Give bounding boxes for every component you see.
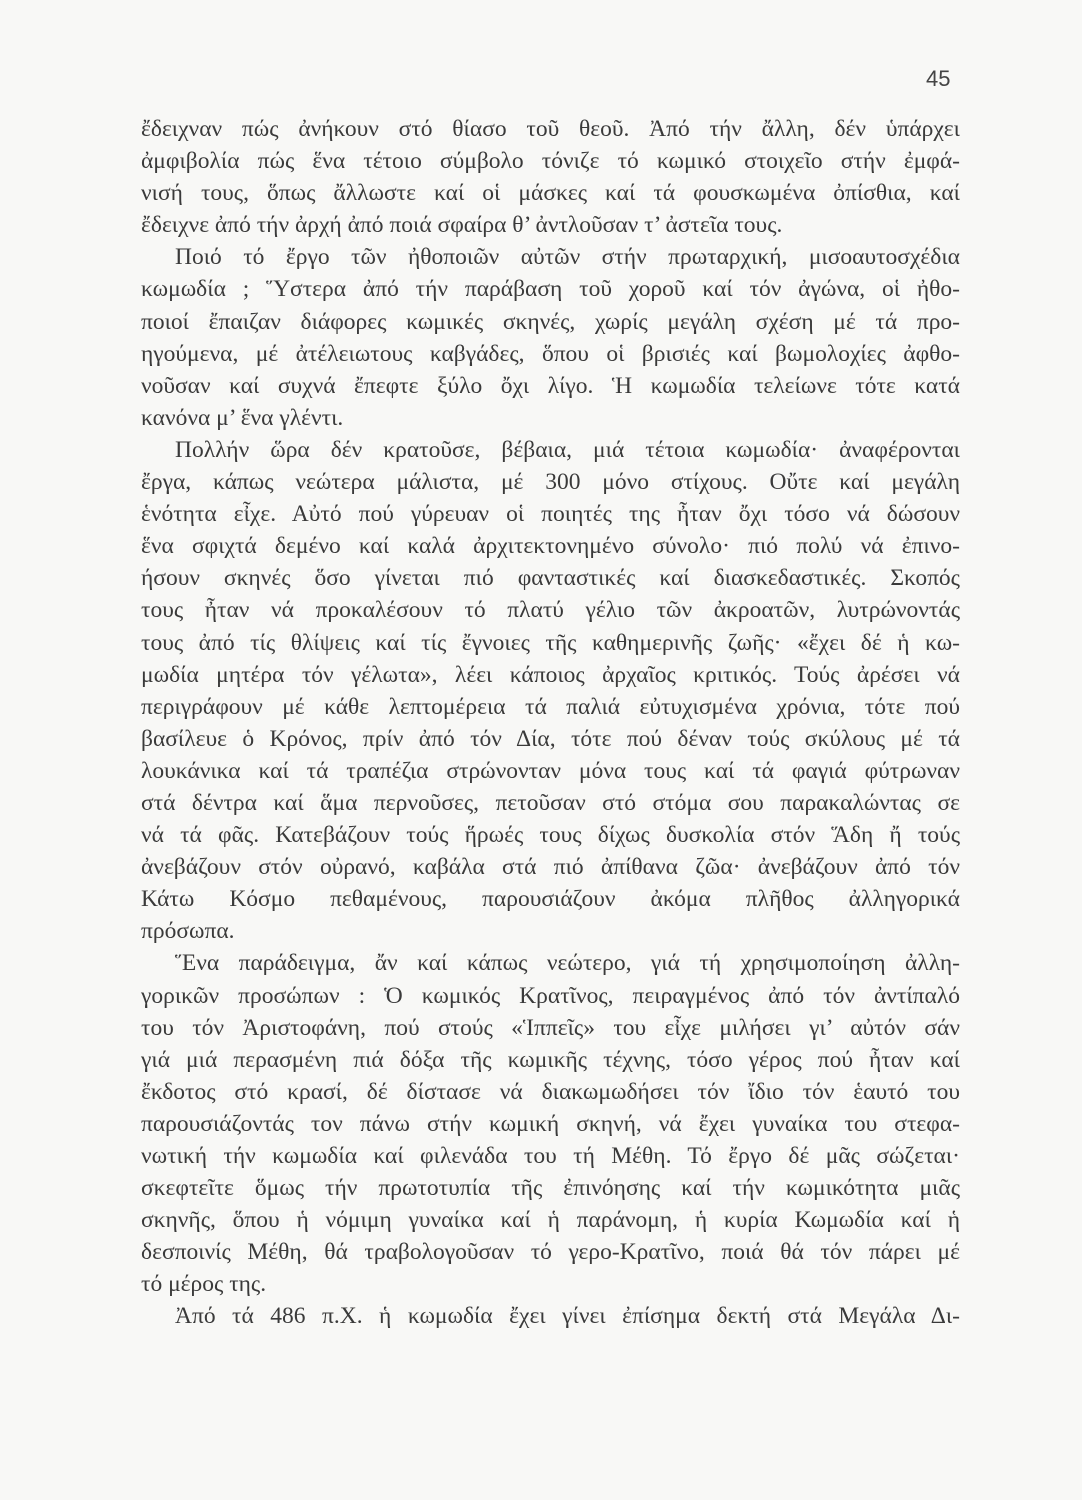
text-line: τους ἀπό τίς θλίψεις καί τίς ἔγνοιες τῆς καθημερινῆς ζωῆς· «ἔχει δέ ἡ κω- [141, 629, 960, 656]
text-line: περιγράφουν μέ κάθε λεπτομέρεια τά παλιά εὐτυχισμένα χρόνια, τότε πού [141, 693, 960, 720]
text-line: ἔδειχνε ἀπό τήν ἀρχή ἀπό ποιά σφαίρα θ’ ἀντλοῦσαν τ’ ἀστεῖα τους. [141, 212, 783, 239]
text-line: ἑνότητα εἶχε. Αὐτό πού γύρευαν οἱ ποιητές της ἦταν ὄχι τόσο νά δώσουν [141, 501, 960, 528]
text-line: ἕνα σφιχτά δεμένο καί καλά ἀρχιτεκτονημένο σύνολο· πιό πολύ νά ἐπινο- [141, 533, 960, 560]
text-line: γιά μιά περασμένη πιά δόξα τῆς κωμικῆς τέχνης, τόσο γέρος πού ἦταν καί [141, 1046, 960, 1073]
text-line: ἔκδοτος στό κρασί, δέ δίστασε νά διακωμωδήσει τόν ἴδιο τόν ἑαυτό του [141, 1078, 960, 1105]
text-line: ἀνεβάζουν στόν οὐρανό, καβάλα στά πιό ἀπίθανα ζῶα· ἀνεβάζουν ἀπό τόν [141, 854, 960, 881]
paragraph [141, 113, 960, 241]
body-text [141, 113, 960, 1333]
text-line: μωδία μητέρα τόν γέλωτα», λέει κάποιος ἀρχαῖος κριτικός. Τούς ἀρέσει νά [141, 661, 960, 688]
text-line: σκηνῆς, ὅπου ἡ νόμιμη γυναίκα καί ἡ παράνομη, ἡ κυρία Κωμωδία καί ἡ [141, 1207, 960, 1234]
text-line: νά τά φᾶς. Κατεβάζουν τούς ἥρωές τους δίχως δυσκολία στόν Ἅδη ἤ τούς [141, 822, 960, 849]
text-line: σκεφτεῖτε ὅμως τήν πρωτοτυπία τῆς ἐπινόησης καί τήν κωμικότητα μιᾶς [141, 1175, 960, 1202]
paragraph [141, 1300, 960, 1332]
text-line: τό μέρος της. [141, 1271, 267, 1298]
text-line: νοῦσαν καί συχνά ἔπεφτε ξύλο ὄχι λίγο. Ἡ κωμωδία τελείωνε τότε κατά [141, 372, 960, 399]
paragraph [141, 947, 960, 1300]
paragraph [141, 241, 960, 434]
text-line: ηγούμενα, μέ ἀτέλειωτους καβγάδες, ὅπου οἱ βρισιές καί βωμολοχίες ἀφθο- [141, 340, 960, 367]
text-line: Ἕνα παράδειγμα, ἄν καί κάπως νεώτερο, γιά τή χρησιμοποίηση ἀλλη- [175, 950, 960, 977]
text-line: ήσουν σκηνές ὅσο γίνεται πιό φανταστικές καί διασκεδαστικές. Σκοπός [141, 565, 960, 592]
paragraph [141, 434, 960, 948]
text-line: λουκάνικα καί τά τραπέζια στρώνονταν μόνα τους καί τά φαγιά φύτρωναν [141, 757, 960, 784]
text-line: δεσποινίς Μέθη, θά τραβολογοῦσαν τό γερο-Κρατῖνο, ποιά θά τόν πάρει μέ [141, 1239, 960, 1266]
text-line: Ἀπό τά 486 π.Χ. ἡ κωμωδία ἔχει γίνει ἐπίσημα δεκτή στά Μεγάλα Δι- [175, 1303, 960, 1330]
text-line: γορικῶν προσώπων : Ὁ κωμικός Κρατῖνος, πειραγμένος ἀπό τόν ἀντίπαλό [141, 982, 960, 1009]
text-line: ποιοί ἔπαιζαν διάφορες κωμικές σκηνές, χωρίς μεγάλη σχέση μέ τά προ- [141, 308, 960, 335]
text-line: κανόνα μ’ ἕνα γλέντι. [141, 404, 344, 431]
text-line: νωτική τήν κωμωδία καί φιλενάδα του τή Μέθη. Τό ἔργο δέ μᾶς σώζεται· [141, 1143, 960, 1169]
text-line: του τόν Ἀριστοφάνη, πού στούς «Ἱππεῖς» του εἶχε μιλήσει γι’ αὐτόν σάν [141, 1014, 960, 1041]
text-line: τους ἦταν νά προκαλέσουν τό πλατύ γέλιο τῶν ἀκροατῶν, λυτρώνοντάς [141, 597, 960, 624]
text-line: πρόσωπα. [141, 918, 235, 945]
text-line: ἔργα, κάπως νεώτερα μάλιστα, μέ 300 μόνο στίχους. Οὔτε καί μεγάλη [141, 469, 960, 496]
text-line: στά δέντρα καί ἅμα περνοῦσες, πετοῦσαν στό στόμα σου παρακαλώντας σε [141, 789, 960, 816]
text-line: ἔδειχναν πώς ἀνήκουν στό θίασο τοῦ θεοῦ. Ἀπό τήν ἄλλη, δέν ὑπάρχει [141, 116, 960, 142]
text-line: κωμωδία ; Ὕστερα ἀπό τήν παράβαση τοῦ χοροῦ καί τόν ἀγώνα, οἱ ἠθο- [141, 276, 960, 303]
text-line: Κάτω Κόσμο πεθαμένους, παρουσιάζουν ἀκόμα πλῆθος ἀλληγορικά [141, 886, 960, 913]
text-line: ἀμφιβολία πώς ἕνα τέτοιο σύμβολο τόνιζε τό κωμικό στοιχεῖο στήν ἐμφά- [141, 148, 960, 175]
page-number: 45 [926, 66, 951, 91]
text-line: Πολλήν ὥρα δέν κρατοῦσε, βέβαια, μιά τέτοια κωμωδία· ἀναφέρονται [175, 436, 960, 463]
text-line: νισή τους, ὅπως ἄλλωστε καί οἱ μάσκες καί τά φουσκωμένα ὀπίσθια, καί [141, 180, 960, 207]
text-line: Ποιό τό ἔργο τῶν ἠθοποιῶν αὐτῶν στήν πρωταρχική, μισοαυτοσχέδια [175, 244, 960, 271]
text-line: παρουσιάζοντάς τον πάνω στήν κωμική σκηνή, νά ἔχει γυναίκα του στεφα- [141, 1110, 960, 1137]
text-line: βασίλευε ὁ Κρόνος, πρίν ἀπό τόν Δία, τότε πού δέναν τούς σκύλους μέ τά [141, 725, 960, 752]
